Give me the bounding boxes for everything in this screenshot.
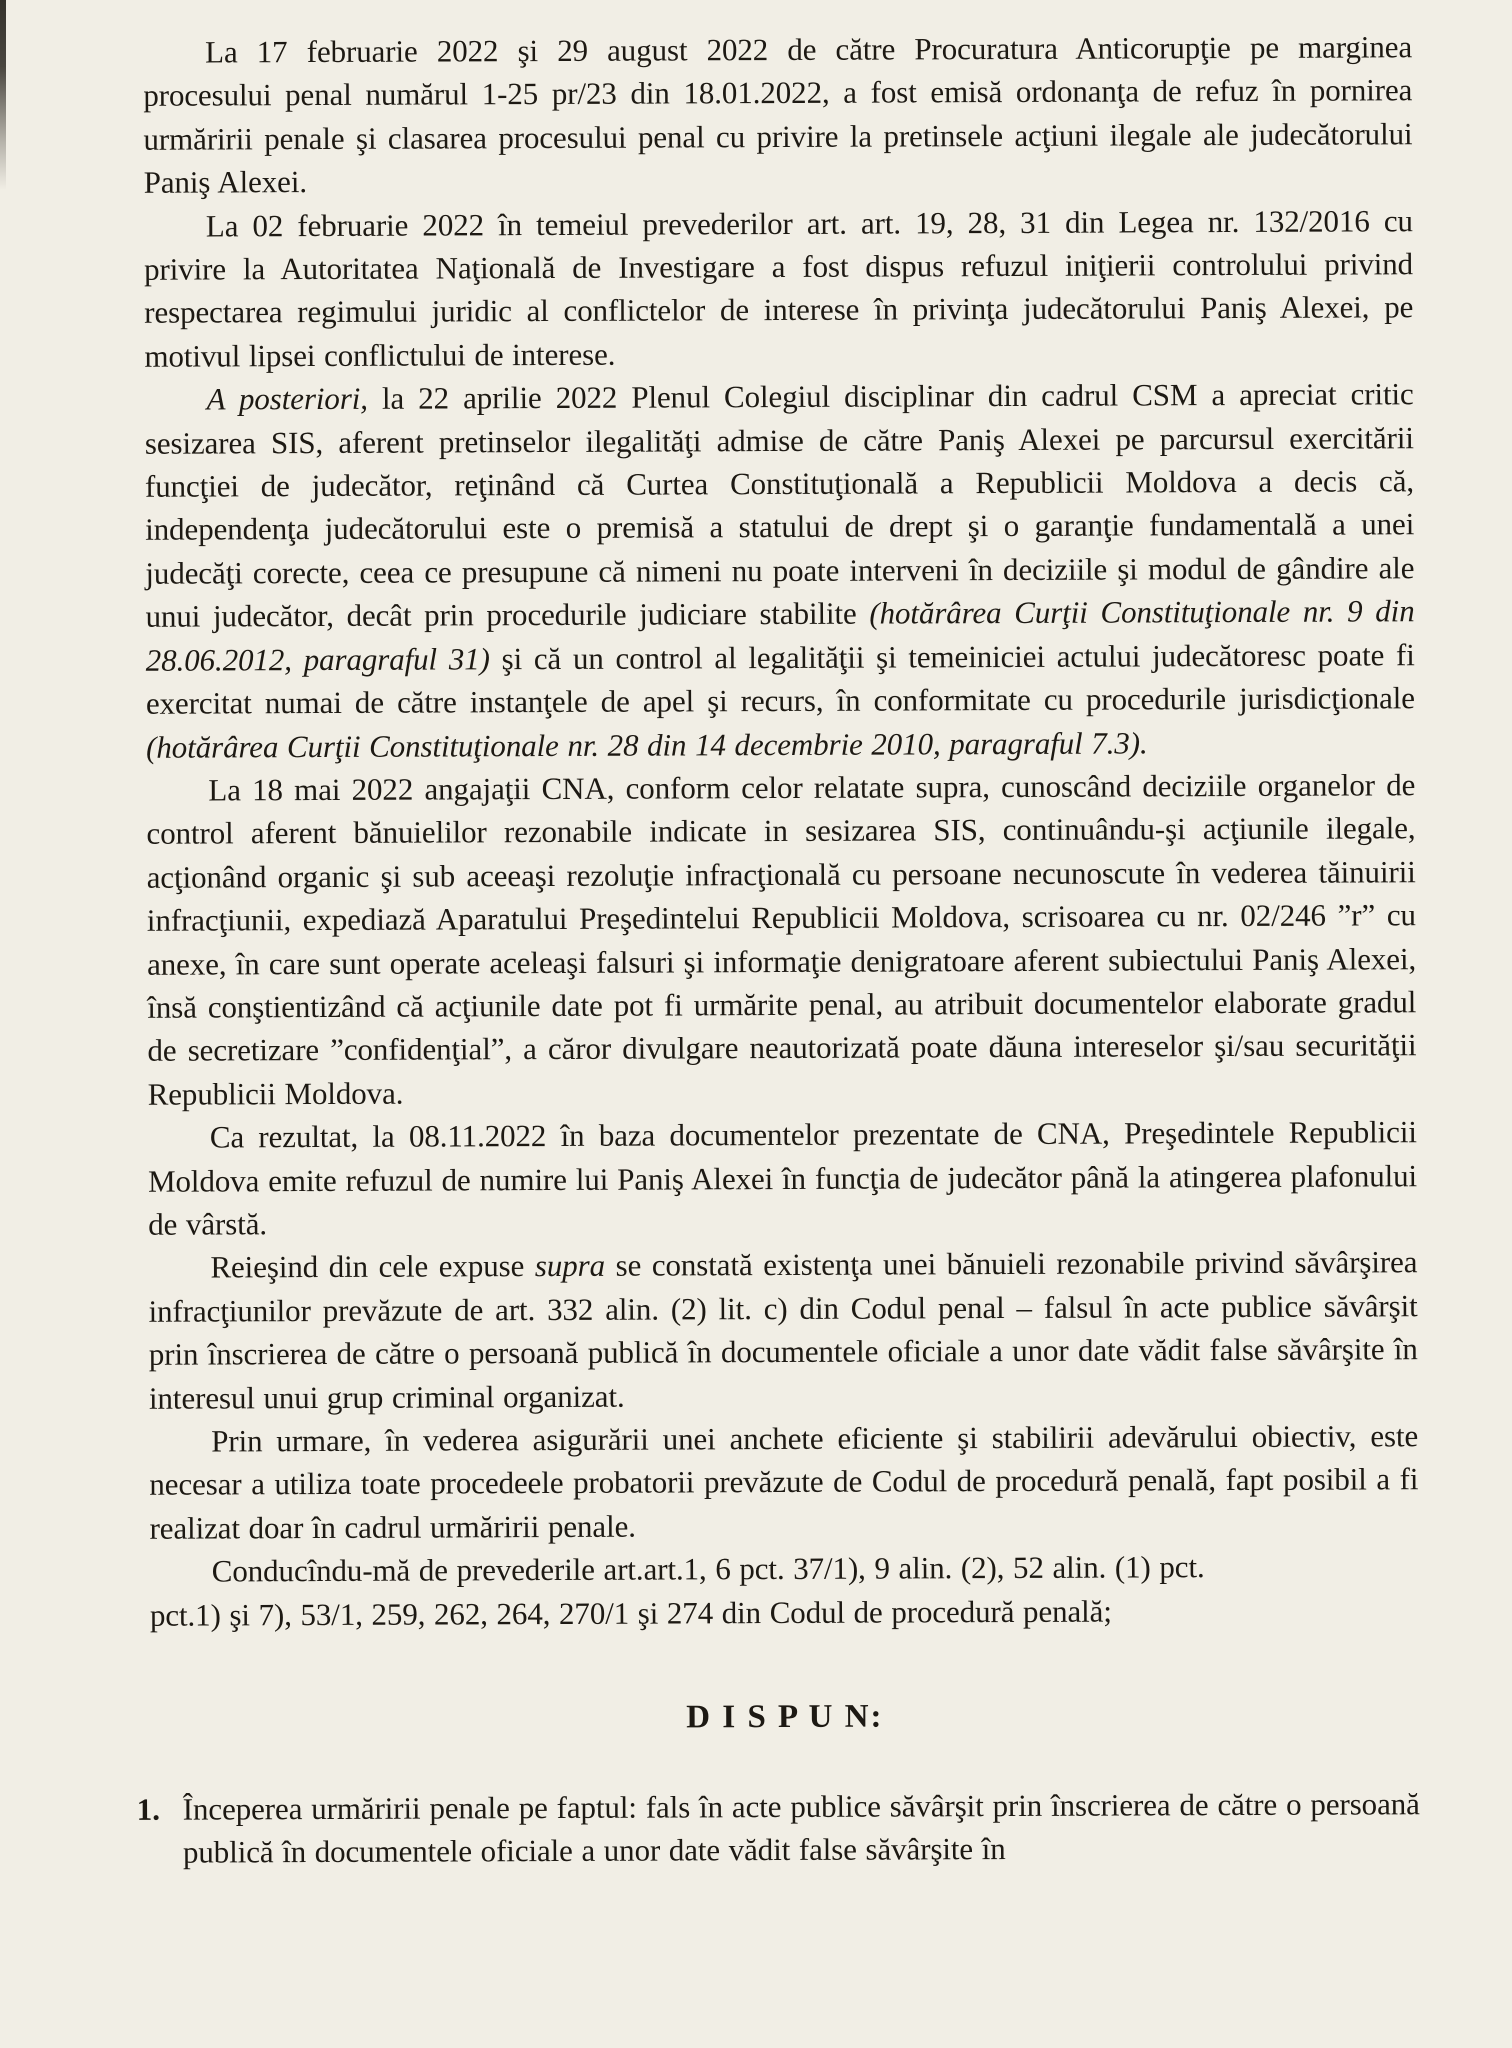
- text-run: La 17 februarie 2022 şi 29 august 2022 de către Procuratura Anticorupţie pe marginea procesului penal numărul 1-25 pr/23 din 18.01.2022, a fost emisă ordonanţa de refuz în pornirea urmăririi penale şi clasarea procesului penal cu privire la pretinsele acţiuni ilegale ale judecătorului Paniş Alexei.: [143, 29, 1413, 200]
- dispun-list: [136, 1782, 1420, 1874]
- document-text-block: [136, 25, 1420, 1874]
- dispun-heading: D I S P U N:: [686, 1698, 884, 1736]
- paragraph: [149, 1414, 1419, 1550]
- paragraph: [148, 1241, 1418, 1420]
- text-run: pct.1) şi 7), 53/1, 259, 262, 264, 270/1 şi 274 din Codul de procedură penală;: [149, 1593, 1112, 1633]
- text-run: Conducîndu-mă de prevederile art.art.1, 6 pct. 37/1), 9 alin. (2), 52 alin. (1) pct.: [211, 1549, 1205, 1589]
- list-item-text: [183, 1782, 1420, 1874]
- italic-text-run: A posteriori,: [206, 381, 368, 417]
- paragraph: [143, 25, 1413, 204]
- list-item: [136, 1782, 1420, 1874]
- italic-text-run: (hotărârea Curţii Constituţionale nr. 28 din 14 decembrie 2010, paragraful 7.3).: [146, 724, 1148, 765]
- text-run: Prin urmare, în vederea asigurării unei anchete eficiente şi stabilirii adevărului obiectiv, este necesar a utiliza toate procedeele probatorii prevăzute de Codul de procedură penală, fapt posibil a fi realizat doar în cadrul urmăririi penale.: [149, 1418, 1419, 1546]
- paragraph: [148, 1110, 1418, 1246]
- text-run: Începerea urmăririi penale pe faptul: fals în acte publice săvârşit prin înscrierea de către o persoană publică în documentele oficiale a unor date vădit false săvârşite în: [182, 1786, 1420, 1871]
- text-run: Reieşind din cele expuse: [210, 1248, 535, 1285]
- list-item-number: 1.: [136, 1791, 160, 1827]
- scan-edge-artifact: [0, 0, 6, 190]
- paragraph: [144, 199, 1414, 378]
- italic-text-run: (hotărârea Curţii Constituţionale nr. 9 din 28.06.2012, paragraful 31): [145, 593, 1415, 678]
- paragraph: [146, 763, 1417, 1116]
- text-run: Ca rezultat, la 08.11.2022 în baza documentelor prezentate de CNA, Preşedintele Republicii Moldova emite refuzul de numire lui Paniş Alexei în funcţia de judecător până la atingerea plafonului de vârstă.: [147, 1114, 1418, 1242]
- text-run: La 02 februarie 2022 în temeiul prevederilor art. art. 19, 28, 31 din Legea nr. 132/2016 cu privire la Autoritatea Naţională de Investigare a fost dispus refuzul iniţierii controlului privind respectarea regimului juridic al conflictelor de interese în privinţa judecătorului Paniş Alexei, pe motivul lipsei conflictului de interese.: [143, 202, 1414, 374]
- paragraph: [150, 1544, 1419, 1636]
- text-run: şi că un control al legalităţii şi temeiniciei actului judecătoresc poate fi exercitat numai de către instanţele de apel şi recurs, în conformitate cu procedurile jurisdicţionale: [145, 636, 1416, 721]
- text-run: La 18 mai 2022 angajaţii CNA, conform celor relatate supra, cunoscând deciziile organelor de control aferent bănuielilor rezonabile indicate in sesizarea SIS, continuându-şi acţiunile ilegale, acţionând organic şi sub aceeaşi rezoluţie infracţională cu persoane necunoscute în vederea tăinuirii infracţiunii, expediază Aparatului Preşedintelui Republicii Moldova, scrisoarea cu nr. 02/246 ”r” cu anexe, în care sunt operate aceleaşi falsuri şi informaţie denigratoare aferent subiectului Paniş Alexei, însă conştientizând că acţiunile date pot fi urmărite penal, au atribuit documentelor elaborate gradul de secretizare ”confidenţial”, a căror divulgare neautorizată poate dăuna intereselor şi/sau securităţii Republicii Moldova.: [146, 767, 1417, 1112]
- text-run: se constată existenţa unei bănuieli rezonabile privind săvârşirea infracţiunilor prevăzute de art. 332 alin. (2) lit. c) din Codul penal – falsul în acte publice săvârşit prin înscrierea de către o persoană publică în documentele oficiale a unor date vădit false săvârşite în interesul unui grup criminal organizat.: [148, 1244, 1418, 1416]
- text-run: la 22 aprilie 2022 Plenul Colegiul disciplinar din cadrul CSM a apreciat critic sesizarea SIS, aferent pretinselor ilegalităţi admise de către Paniş Alexei pe parcursul exercitării funcţiei de judecător, reţinând că Curtea Constituţională a Republicii Moldova a decis că, independenţa judecătorului este o premisă a statului de drept şi o garanţie fundamentală a unei judecăţi corecte, ceea ce presupune că nimeni nu poate interveni în deciziile şi modul de gândire ale unui judecător, decât prin procedurile judiciare stabilite: [144, 376, 1415, 635]
- document-body: [143, 25, 1419, 1637]
- paragraph: [145, 372, 1416, 768]
- italic-text-run: supra: [534, 1248, 606, 1284]
